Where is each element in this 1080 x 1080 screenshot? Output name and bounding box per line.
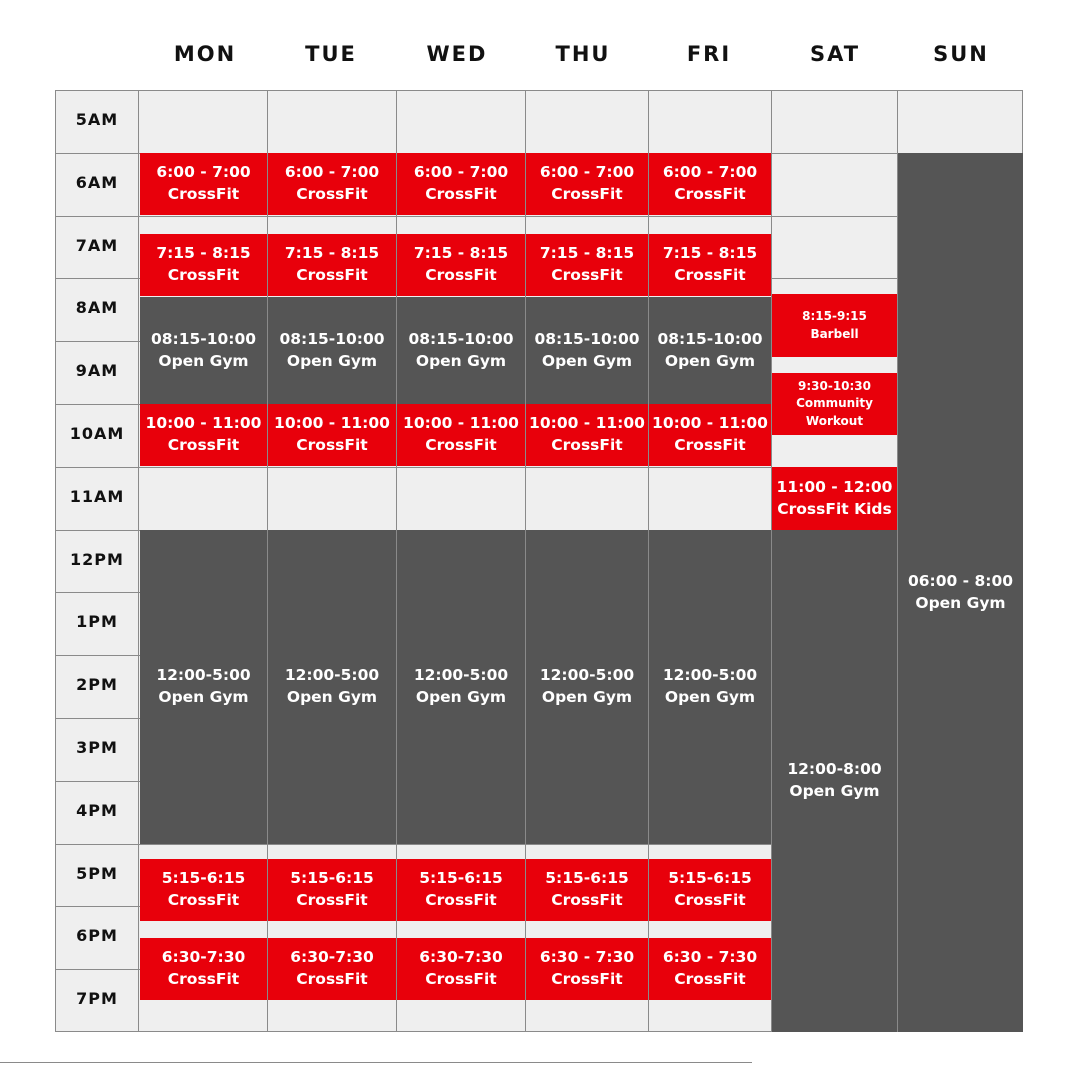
class-block-thu-3: [526, 404, 648, 466]
block-label: CrossFit: [425, 970, 497, 988]
block-time: 08:15-10:00: [150, 329, 257, 348]
class-block-sat-3: [772, 530, 897, 1032]
block-time: 10:00 - 11:00: [403, 414, 519, 433]
class-block-mon-3: [140, 404, 267, 466]
block-time: 7:15 - 8:15: [156, 244, 251, 263]
block-time: 06:00 - 8:00: [907, 571, 1014, 590]
block-time: 10:00 - 11:00: [652, 414, 768, 433]
class-block-thu-4: [526, 530, 648, 844]
day-header-fri: FRI: [686, 42, 732, 66]
block-time: 6:30 - 7:30: [662, 948, 758, 967]
class-block-fri-6: [649, 938, 771, 1000]
block-time: 6:30 - 7:30: [539, 948, 635, 967]
time-label-3pm: 3PM: [76, 738, 118, 757]
block-time: 6:30-7:30: [419, 948, 503, 967]
block-time: 12:00-5:00: [662, 666, 758, 685]
block-label: Barbell: [810, 326, 859, 341]
class-block-thu-1: [526, 234, 648, 296]
block-label: CrossFit: [425, 436, 497, 454]
block-time: 12:00-5:00: [539, 666, 635, 685]
block-label-line2: Workout: [805, 413, 864, 428]
block-time: 12:00-5:00: [284, 666, 380, 685]
day-header-tue: TUE: [305, 42, 357, 66]
time-label-7am: 7AM: [75, 236, 119, 255]
block-label: Open Gym: [415, 688, 507, 706]
class-block-wed-5: [397, 859, 525, 921]
class-block-wed-1: [397, 234, 525, 296]
block-time: 08:15-10:00: [534, 329, 640, 348]
bottom-divider: [0, 1062, 752, 1063]
block-label: Open Gym: [158, 688, 249, 706]
block-label: CrossFit: [674, 891, 746, 909]
block-label: Open Gym: [664, 351, 756, 370]
block-label: Open Gym: [286, 351, 378, 370]
block-label: CrossFit: [674, 970, 746, 988]
class-block-wed-3: [397, 404, 525, 466]
block-time: 12:00-5:00: [156, 666, 251, 685]
block-time: 5:15-6:15: [668, 869, 752, 888]
block-time: 6:30-7:30: [290, 948, 374, 967]
class-block-wed-6: [397, 938, 525, 1000]
day-header-mon: MON: [173, 42, 237, 66]
class-block-fri-5: [649, 859, 771, 921]
block-time: 6:00 - 7:00: [539, 163, 635, 182]
block-time: 7:15 - 8:15: [539, 244, 635, 263]
time-label-5pm: 5PM: [76, 864, 118, 883]
block-time: 08:15-10:00: [657, 329, 763, 348]
time-label-4pm: 4PM: [76, 801, 118, 820]
class-block-sat-2: [772, 467, 897, 530]
block-label: Open Gym: [541, 351, 633, 370]
block-time: 10:00 - 11:00: [274, 414, 390, 433]
block-label: CrossFit: [425, 266, 497, 284]
block-label: CrossFit: [296, 970, 368, 988]
block-label: CrossFit: [167, 266, 240, 284]
block-label: CrossFit: [425, 891, 497, 909]
block-time: 6:00 - 7:00: [156, 163, 251, 182]
block-time: 8:15-9:15: [802, 309, 867, 324]
block-time: 08:15-10:00: [279, 329, 385, 348]
block-label: CrossFit: [167, 891, 240, 909]
block-label: CrossFit: [425, 185, 497, 203]
block-label: CrossFit Kids: [777, 499, 892, 518]
time-label-12pm: 12PM: [70, 550, 124, 569]
block-label: CrossFit: [674, 436, 746, 454]
time-label-11am: 11AM: [69, 487, 125, 506]
block-label: CrossFit: [551, 266, 623, 284]
time-label-6pm: 6PM: [76, 926, 118, 945]
block-time: 10:00 - 11:00: [529, 414, 645, 433]
block-label: CrossFit: [167, 436, 240, 454]
block-time: 5:15-6:15: [161, 869, 246, 888]
class-block-tue-2: [268, 297, 396, 404]
block-time: 6:30-7:30: [161, 948, 246, 967]
block-label: CrossFit: [296, 185, 368, 203]
block-label: CrossFit: [296, 266, 368, 284]
class-block-fri-2: [649, 297, 771, 404]
class-block-tue-0: [268, 153, 396, 215]
block-label: CrossFit: [167, 970, 240, 988]
block-time: 7:15 - 8:15: [284, 244, 380, 263]
class-block-mon-5: [140, 859, 267, 921]
block-label: CrossFit: [674, 266, 746, 284]
block-label: Open Gym: [415, 351, 507, 370]
block-time: 10:00 - 11:00: [145, 414, 262, 433]
class-block-thu-6: [526, 938, 648, 1000]
class-block-mon-4: [140, 530, 267, 844]
class-block-tue-4: [268, 530, 396, 844]
block-time: 6:00 - 7:00: [662, 163, 758, 182]
block-label: CrossFit: [167, 185, 240, 203]
class-block-sun: [898, 153, 1023, 1032]
class-block-tue-6: [268, 938, 396, 1000]
block-time: 7:15 - 8:15: [662, 244, 758, 263]
block-time: 12:00-8:00: [787, 760, 882, 779]
block-label: CrossFit: [674, 185, 746, 203]
class-block-wed-4: [397, 530, 525, 844]
class-block-mon-6: [140, 938, 267, 1000]
block-label: Open Gym: [541, 688, 633, 706]
time-label-1pm: 1PM: [76, 612, 118, 631]
block-time: 5:15-6:15: [290, 869, 374, 888]
block-label: Open Gym: [789, 782, 880, 800]
day-header-wed: WED: [426, 42, 488, 66]
block-time: 12:00-5:00: [413, 666, 509, 685]
class-block-thu-2: [526, 297, 648, 404]
class-block-fri-0: [649, 153, 771, 215]
class-block-tue-3: [268, 404, 396, 466]
class-block-wed-2: [397, 297, 525, 404]
block-time: 08:15-10:00: [408, 329, 514, 348]
time-label-9am: 9AM: [75, 361, 119, 380]
class-block-tue-1: [268, 234, 396, 296]
class-block-mon-0: [140, 153, 267, 215]
block-label: CrossFit: [551, 891, 623, 909]
time-label-7pm: 7PM: [76, 989, 118, 1008]
block-label: CrossFit: [551, 970, 623, 988]
block-label: Open Gym: [158, 351, 249, 370]
class-block-fri-3: [649, 404, 771, 466]
class-block-mon-2: [140, 297, 267, 404]
class-block-mon-1: [140, 234, 267, 296]
time-label-8am: 8AM: [75, 298, 119, 317]
class-block-sat-0: [772, 294, 897, 357]
block-label: Community: [796, 396, 873, 411]
class-block-tue-5: [268, 859, 396, 921]
time-label-6am: 6AM: [75, 173, 119, 192]
block-label: Open Gym: [915, 593, 1006, 612]
time-label-5am: 5AM: [75, 110, 119, 129]
class-block-wed-0: [397, 153, 525, 215]
block-label: Open Gym: [664, 688, 756, 706]
block-label: CrossFit: [296, 891, 368, 909]
block-time: 6:00 - 7:00: [284, 163, 380, 182]
class-block-thu-5: [526, 859, 648, 921]
block-label: CrossFit: [296, 436, 368, 454]
block-label: Open Gym: [286, 688, 378, 706]
day-header-thu: THU: [555, 42, 611, 66]
class-block-thu-0: [526, 153, 648, 215]
class-block-fri-1: [649, 234, 771, 296]
block-time: 11:00 - 12:00: [776, 477, 893, 496]
day-header-sun: SUN: [933, 42, 989, 66]
block-time: 5:15-6:15: [545, 869, 629, 888]
block-time: 9:30-10:30: [797, 378, 872, 393]
time-label-2pm: 2PM: [76, 675, 118, 694]
block-time: 7:15 - 8:15: [413, 244, 509, 263]
block-label: CrossFit: [551, 436, 623, 454]
block-label: CrossFit: [551, 185, 623, 203]
time-label-10am: 10AM: [69, 424, 125, 443]
block-time: 5:15-6:15: [419, 869, 503, 888]
block-time: 6:00 - 7:00: [413, 163, 509, 182]
day-header-sat: SAT: [809, 42, 861, 66]
class-block-fri-4: [649, 530, 771, 844]
class-block-sat-1: [772, 373, 897, 435]
